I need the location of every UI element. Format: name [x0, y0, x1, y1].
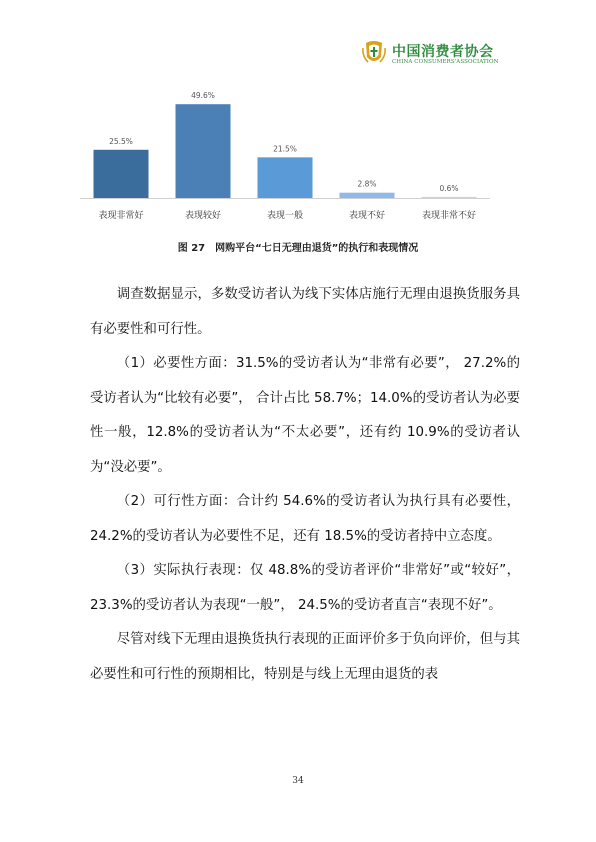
- figure-caption: 图 27 网购平台“七日无理由退货”的执行和表现情况: [177, 243, 419, 254]
- x-tick-label: 表现一般: [266, 211, 304, 221]
- data-label: 21.5%: [273, 144, 297, 154]
- data-label: 49.6%: [191, 91, 215, 101]
- cca-logo: [362, 40, 512, 66]
- bar: [340, 193, 395, 198]
- paragraph-execution: （3）实际执行表现：仅 48.8%的受访者评价“非常好”或“较好”， 23.3%的受访者认为表现“一般”， 24.5%的受访者直言“表现不好”。: [90, 563, 520, 613]
- x-tick-label: 表现不好: [348, 211, 386, 221]
- org-name-cn: 中国消费者协会: [392, 44, 494, 60]
- data-label: 2.8%: [357, 179, 377, 189]
- bar: [258, 157, 313, 198]
- page-number: 34: [292, 776, 304, 786]
- bar: [176, 104, 231, 198]
- x-tick-label: 表现较好: [184, 211, 222, 221]
- body-text: [90, 278, 520, 692]
- bar: [94, 150, 149, 198]
- paragraph-necessity: （1）必要性方面：31.5%的受访者认为“非常有必要”， 27.2%的受访者认为“比较有必要”， 合计占比 58.7%；14.0%的受访者认为必要性一般，12.8%的受访者认为“不太必要”，还有约 10.9%的受访者认为“没必要”。: [90, 356, 520, 475]
- paragraph-survey-summary: 调查数据显示，多数受访者认为线下实体店施行无理由退换货服务具有必要性和可行性。: [90, 287, 520, 337]
- x-tick-label: 表现非常不好: [421, 211, 477, 221]
- paragraph-conclusion: 尽管对线下无理由退换货执行表现的正面评价多于负向评价，但与其必要性和可行性的预期相比，特别是与线上无理由退货的表: [90, 632, 520, 682]
- cca-emblem-icon: [362, 40, 386, 66]
- data-label: 0.6%: [439, 183, 459, 193]
- bar-chart: [80, 80, 520, 228]
- org-name-en: CHINA CONSUMERS'ASSOCIATION: [392, 59, 499, 65]
- bar: [422, 197, 477, 198]
- data-label: 25.5%: [109, 136, 133, 146]
- paragraph-feasibility: （2）可行性方面：合计约 54.6%的受访者认为执行具有必要性，24.2%的受访者认为必要性不足，还有 18.5%的受访者持中立态度。: [90, 494, 520, 544]
- x-tick-label: 表现非常好: [98, 211, 144, 221]
